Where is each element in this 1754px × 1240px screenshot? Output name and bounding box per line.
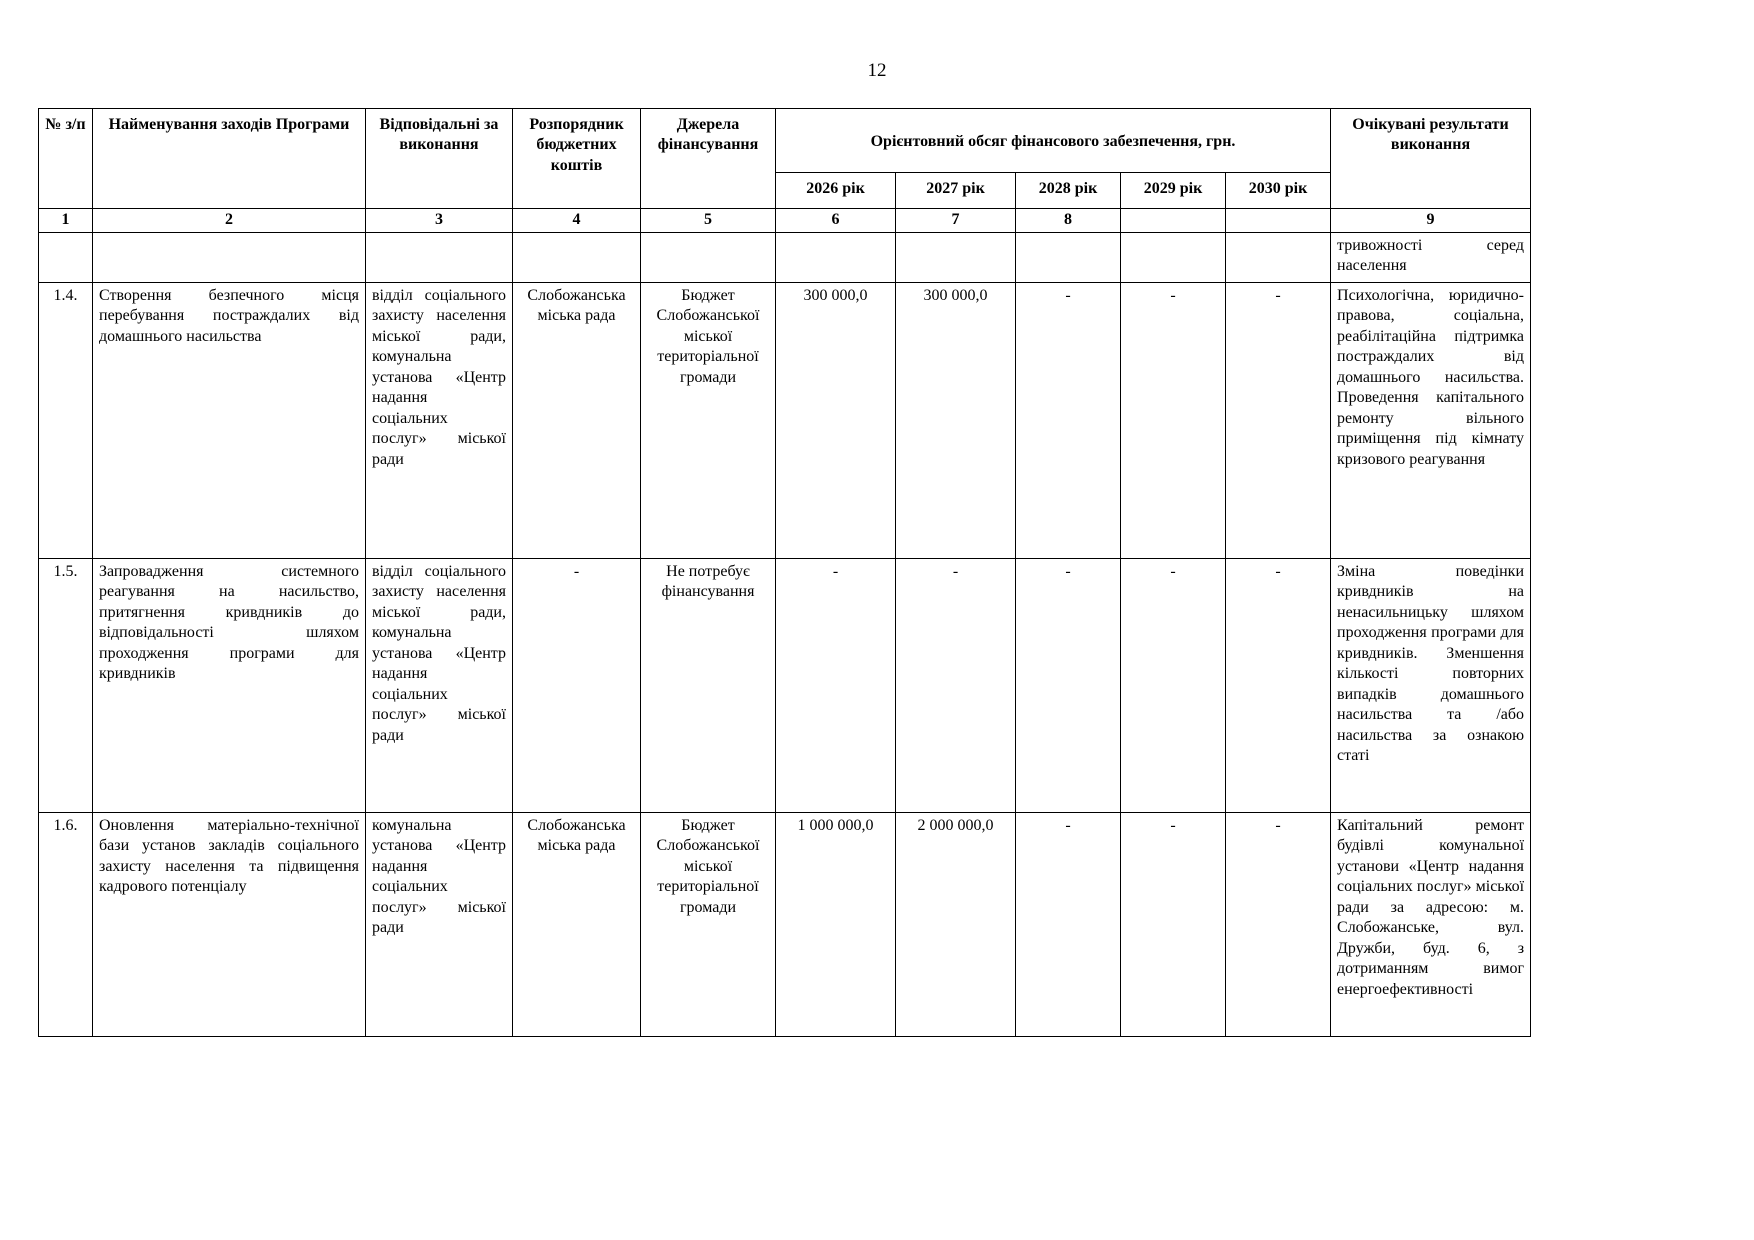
table-row-1-4	[39, 283, 1531, 559]
header-no: № з/п	[39, 109, 93, 209]
cell-responsible: відділ соціального захисту населення міської ради, комунальна установа «Центр надання соціальних послуг» міської ради	[366, 559, 513, 813]
cell-responsible: комунальна установа «Центр надання соціальних послуг» міської ради	[366, 813, 513, 1037]
cell-budget-manager: Слобожанська міська рада	[513, 283, 641, 559]
cell-row-number	[39, 233, 93, 283]
header-year-2026: 2026 рік	[776, 173, 896, 209]
cell-measure-name	[93, 233, 366, 283]
cell-amount-2029: -	[1121, 559, 1226, 813]
cell-amount-2030	[1226, 233, 1331, 283]
header-funding-sources: Джерела фінансування	[641, 109, 776, 209]
header-expected-results: Очікувані результати виконання	[1331, 109, 1531, 209]
cell-expected-results: тривожності серед населення	[1331, 233, 1531, 283]
cell-amount-2026: 300 000,0	[776, 283, 896, 559]
cell-amount-2028	[1016, 233, 1121, 283]
column-number: 1	[39, 209, 93, 233]
cell-amount-2027	[896, 233, 1016, 283]
header-responsible: Відповідальні за виконання	[366, 109, 513, 209]
cell-expected-results: Капітальний ремонт будівлі комунальної установи «Центр надання соціальних послуг» міської ради за адресою: м. Слобожанське, вул. Дружби, буд. 6, з дотриманням вимог енергоефективності	[1331, 813, 1531, 1037]
header-year-2028: 2028 рік	[1016, 173, 1121, 209]
cell-measure-name: Створення безпечного місця перебування постраждалих від домашнього насильства	[93, 283, 366, 559]
column-number	[1226, 209, 1331, 233]
cell-responsible: відділ соціального захисту населення міської ради, комунальна установа «Центр надання соціальних послуг» міської ради	[366, 283, 513, 559]
cell-amount-2026: -	[776, 559, 896, 813]
cell-amount-2028: -	[1016, 283, 1121, 559]
cell-funding-source	[641, 233, 776, 283]
cell-budget-manager: Слобожанська міська рада	[513, 813, 641, 1037]
table-row-1-6	[39, 813, 1531, 1037]
column-number	[1121, 209, 1226, 233]
cell-budget-manager	[513, 233, 641, 283]
column-number: 7	[896, 209, 1016, 233]
program-measures-table	[38, 108, 1531, 1037]
cell-amount-2027: -	[896, 559, 1016, 813]
page-number: 12	[867, 60, 887, 81]
header-year-2030: 2030 рік	[1226, 173, 1331, 209]
column-numbering-row	[39, 209, 1531, 233]
cell-budget-manager: -	[513, 559, 641, 813]
cell-amount-2028: -	[1016, 559, 1121, 813]
header-financing-volume: Орієнтовний обсяг фінансового забезпечення, грн.	[776, 109, 1331, 173]
cell-expected-results: Зміна поведінки кривдників на ненасильницьку шляхом проходження програми для кривдників. Зменшення кількості повторних випадків домашнього насильства та /або насильства за ознакою статі	[1331, 559, 1531, 813]
table-row-continuation	[39, 233, 1531, 283]
table-row-1-5	[39, 559, 1531, 813]
header-measure-name: Найменування заходів Програми	[93, 109, 366, 209]
cell-amount-2030: -	[1226, 559, 1331, 813]
cell-amount-2027: 300 000,0	[896, 283, 1016, 559]
cell-amount-2029: -	[1121, 813, 1226, 1037]
column-number: 8	[1016, 209, 1121, 233]
cell-expected-results: Психологічна, юридично-правова, соціальна, реабілітаційна підтримка постраждалих від домашнього насильства. Проведення капітального ремонту вільного приміщення під кімнату кризового реагування	[1331, 283, 1531, 559]
cell-amount-2029	[1121, 233, 1226, 283]
header-row-main	[39, 109, 1531, 173]
cell-measure-name: Оновлення матеріально-технічної бази установ закладів соціального захисту населення та підвищення кадрового потенціалу	[93, 813, 366, 1037]
header-year-2027: 2027 рік	[896, 173, 1016, 209]
cell-responsible	[366, 233, 513, 283]
column-number: 4	[513, 209, 641, 233]
cell-row-number: 1.6.	[39, 813, 93, 1037]
cell-amount-2029: -	[1121, 283, 1226, 559]
column-number: 5	[641, 209, 776, 233]
cell-amount-2028: -	[1016, 813, 1121, 1037]
cell-amount-2030: -	[1226, 283, 1331, 559]
cell-amount-2030: -	[1226, 813, 1331, 1037]
column-number: 9	[1331, 209, 1531, 233]
cell-amount-2026	[776, 233, 896, 283]
cell-funding-source: Не потребує фінансування	[641, 559, 776, 813]
cell-row-number: 1.4.	[39, 283, 93, 559]
cell-measure-name: Запровадження системного реагування на насильство, притягнення кривдників до відповідальності шляхом проходження програми для кривдників	[93, 559, 366, 813]
column-number: 6	[776, 209, 896, 233]
header-year-2029: 2029 рік	[1121, 173, 1226, 209]
cell-row-number: 1.5.	[39, 559, 93, 813]
column-number: 3	[366, 209, 513, 233]
cell-funding-source: Бюджет Слобожанської міської територіальної громади	[641, 283, 776, 559]
column-number: 2	[93, 209, 366, 233]
cell-amount-2026: 1 000 000,0	[776, 813, 896, 1037]
header-budget-manager: Розпорядник бюджетних коштів	[513, 109, 641, 209]
cell-amount-2027: 2 000 000,0	[896, 813, 1016, 1037]
cell-funding-source: Бюджет Слобожанської міської територіальної громади	[641, 813, 776, 1037]
